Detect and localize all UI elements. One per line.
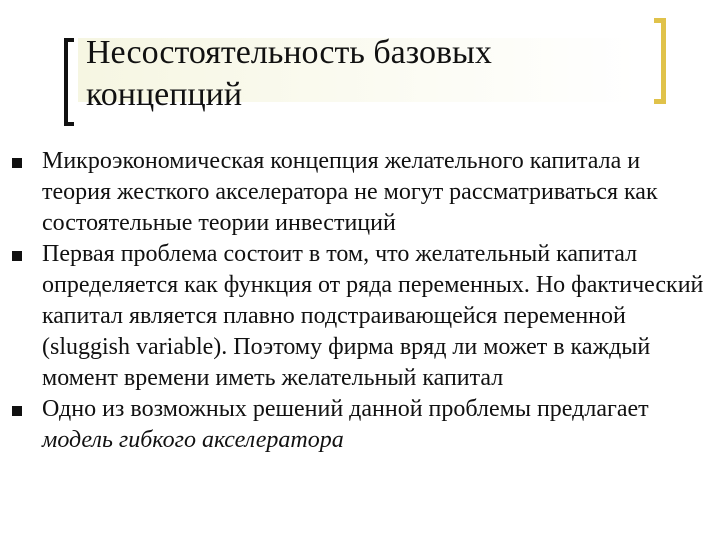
square-bullet-icon bbox=[12, 158, 22, 168]
bullet-text-plain: Одно из возможных решений данной проблемы предлагает bbox=[42, 396, 649, 422]
bullet-text: Микроэкономическая концепция желательного капитала и теория жесткого акселератора не могут рассматриваться как состоятельные теории инвестиций bbox=[42, 148, 658, 236]
bullet-text: Первая проблема состоит в том, что желательный капитал определяется как функция от ряда переменных. Но фактический капитал является плавно подстраивающейся переменной (sluggish variable). Поэтому фирма вряд ли может в каждый момент времени иметь желательный капитал bbox=[42, 241, 704, 391]
bullet-text-emphasis: модель гибкого акселератора bbox=[42, 427, 344, 453]
square-bullet-icon bbox=[12, 251, 22, 261]
bullet-item bbox=[0, 146, 720, 239]
left-bracket-decoration bbox=[64, 38, 74, 126]
bullet-text bbox=[42, 396, 649, 453]
bullet-item bbox=[0, 239, 720, 394]
bullet-item bbox=[0, 394, 720, 456]
right-bracket-decoration bbox=[654, 18, 666, 104]
bullet-list bbox=[0, 146, 720, 456]
square-bullet-icon bbox=[12, 406, 22, 416]
slide-title: Несостоятельность базовых концепций bbox=[86, 34, 492, 113]
